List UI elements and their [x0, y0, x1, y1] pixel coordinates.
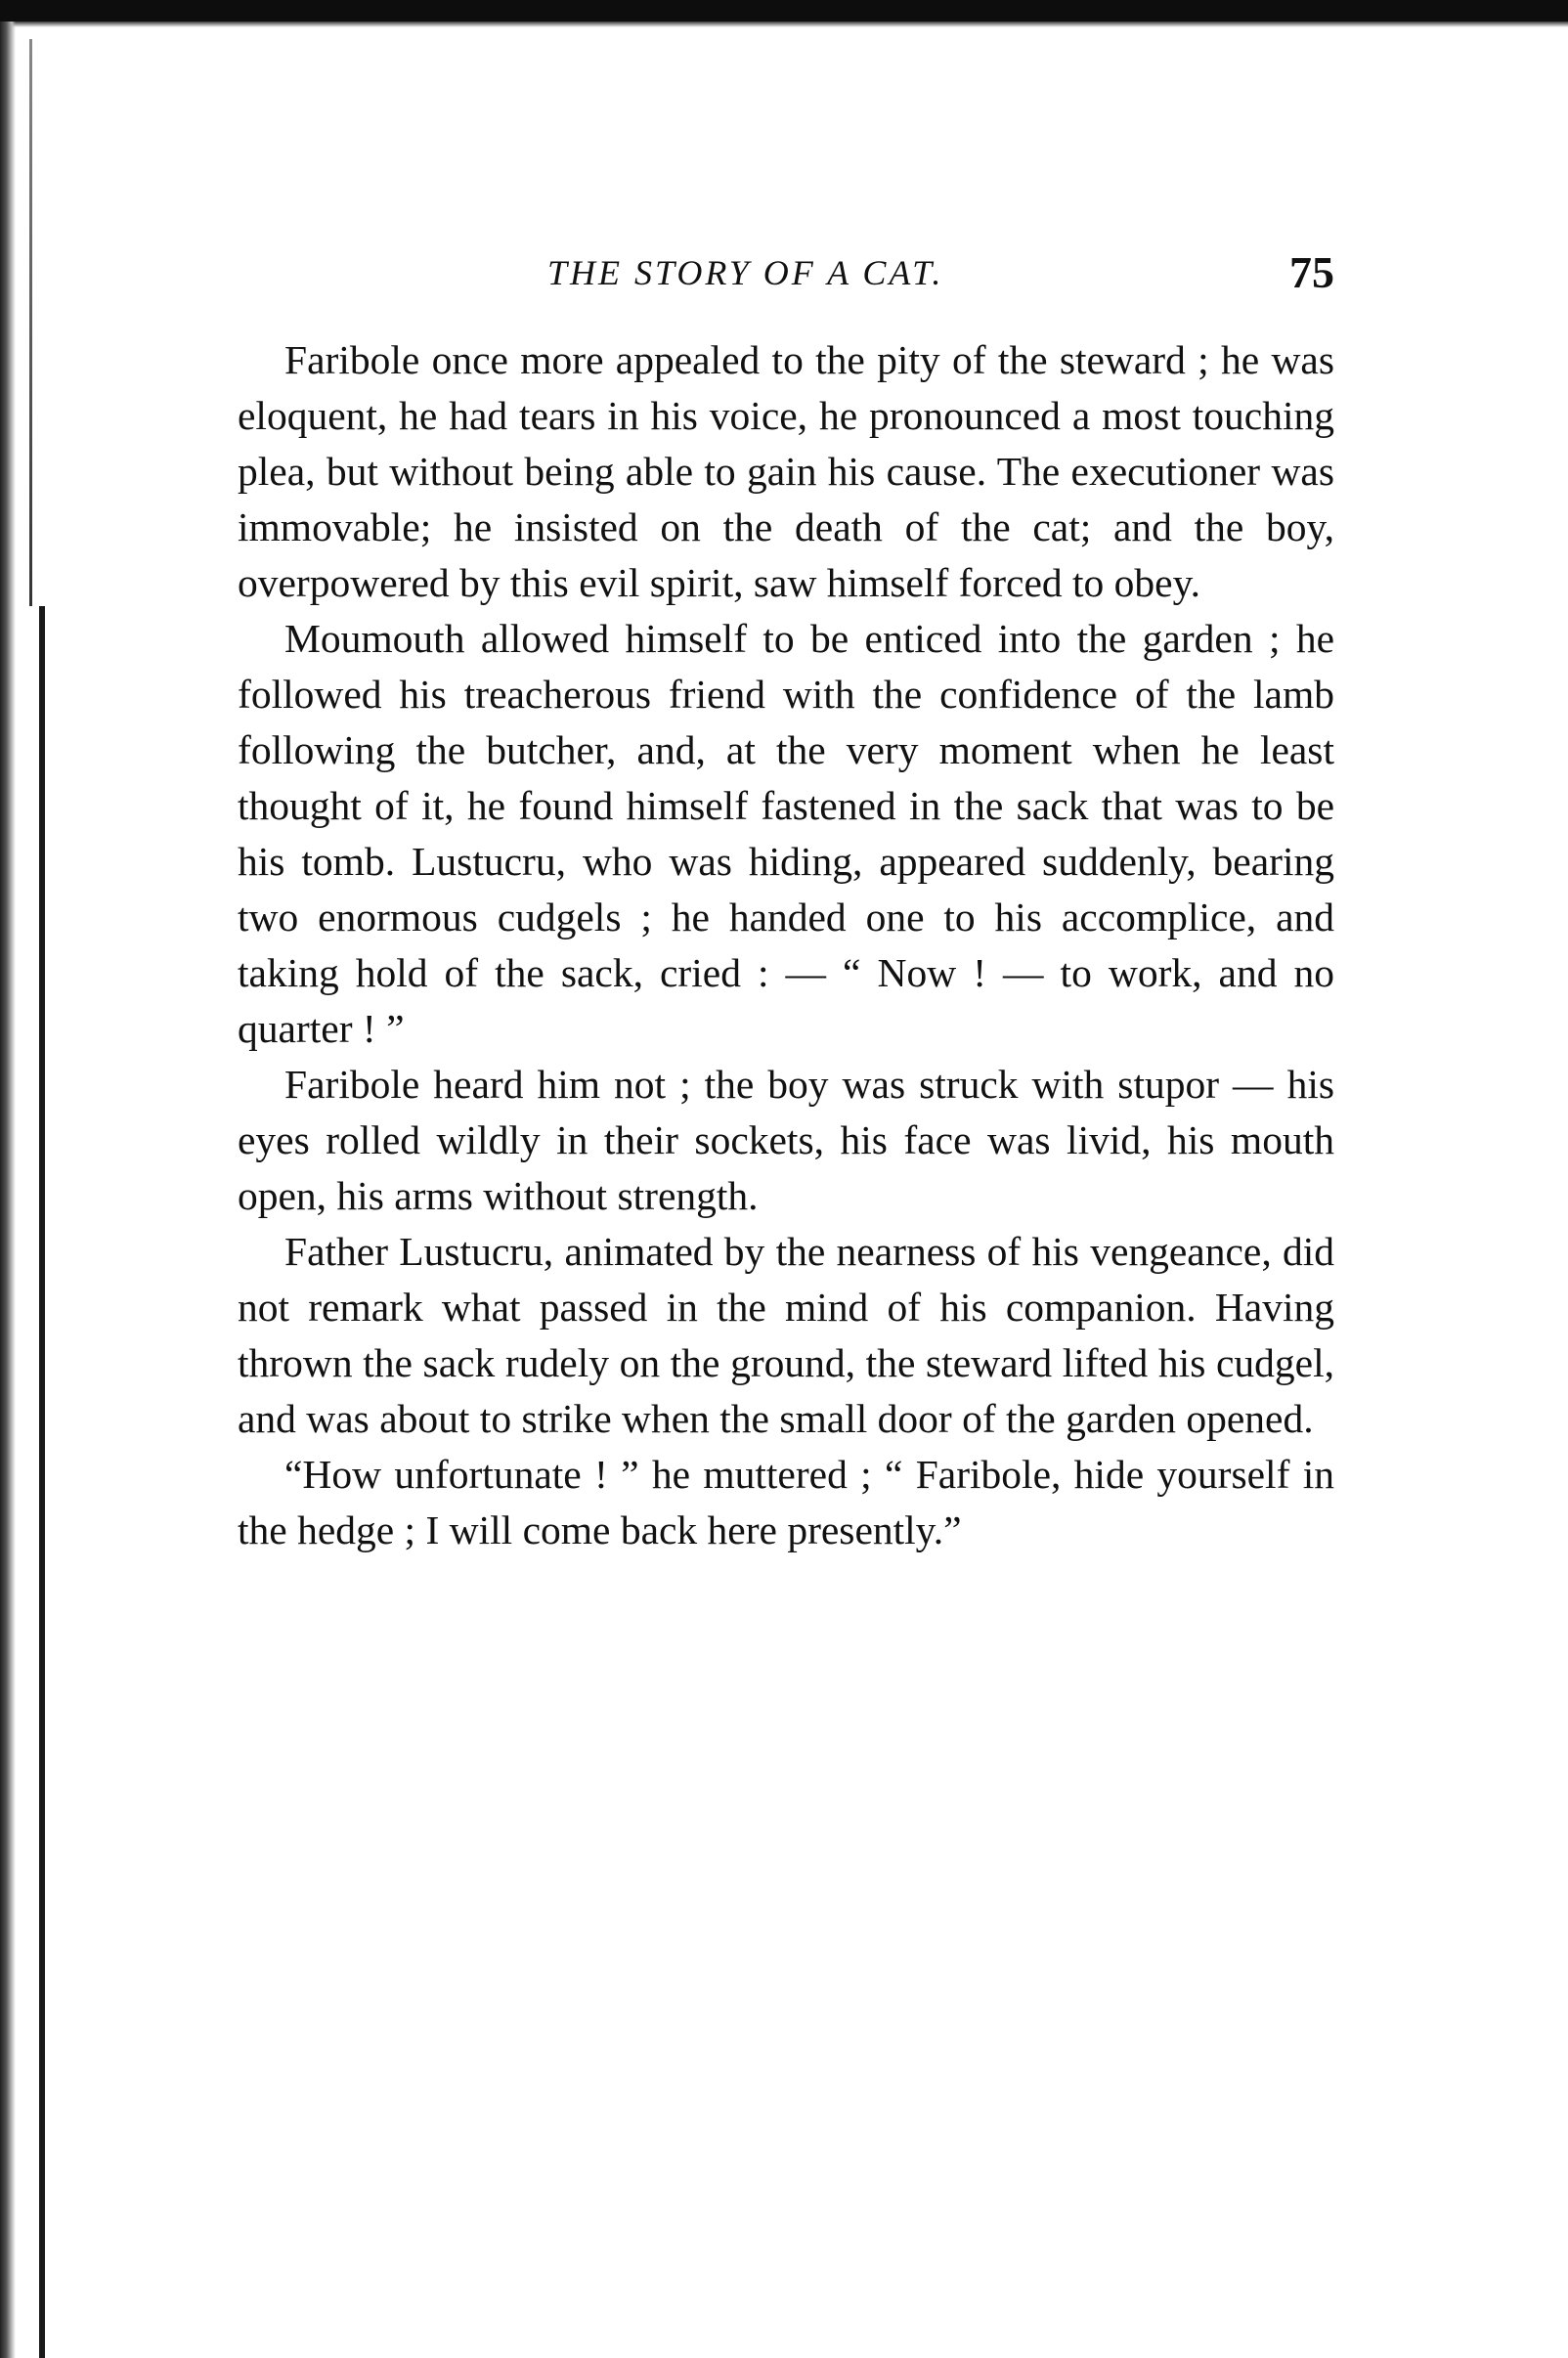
paragraph: Faribole heard him not ; the boy was struck with stupor — his eyes rolled wildly in their sockets, his face was livid, his mouth open, his arms without strength. [238, 1062, 1334, 1218]
paragraph: Father Lustucru, animated by the nearness of his vengeance, did not remark what passed in the mind of his companion. Having thrown the sack rudely on the ground, the steward lifted his cudgel, and was about to strike when the small door of the garden opened. [238, 1229, 1334, 1441]
running-title: THE STORY OF A CAT. [547, 253, 944, 292]
scan-top-edge [0, 0, 1568, 22]
scan-left-rule [39, 606, 45, 2358]
paragraph: Moumouth allowed himself to be enticed into the garden ; he followed his treacherous friend with the confidence of the lamb following the butcher, and, at the very moment when he least thought of it, he found himself fastened in the sack that was to be his tomb. Lustucru, who was hiding, appeared suddenly, bearing two enormous cudgels ; he handed one to his accomplice, and taking hold of the sack, cried : — “ Now ! — to work, and no quarter ! ” [238, 616, 1334, 1051]
paragraph: Faribole once more appealed to the pity of the steward ; he was eloquent, he had tears in his voice, he pronounced a most touching plea, but without being able to gain his cause. The executioner was immovable; he insisted on the death of the cat; and the boy, overpowered by this evil spirit, saw himself forced to obey. [238, 337, 1334, 605]
scan-left-gutter [0, 22, 16, 2358]
body-text [238, 332, 1334, 1558]
running-head [235, 246, 1334, 305]
scan-left-rule-upper [29, 39, 32, 606]
paragraph: “How unfortunate ! ” he muttered ; “ Faribole, hide yourself in the hedge ; I will come back here presently.” [238, 1452, 1334, 1552]
page-number: 75 [1289, 247, 1334, 297]
